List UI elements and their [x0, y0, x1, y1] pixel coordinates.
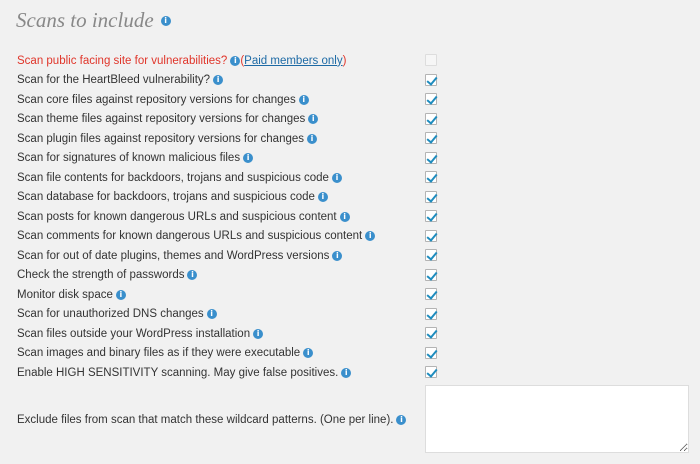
info-icon[interactable]: i	[213, 75, 223, 85]
paren-close: )	[342, 54, 347, 67]
scan-option-checkbox	[425, 54, 437, 66]
scan-option-checkbox[interactable]	[425, 191, 437, 203]
scan-option-checkbox[interactable]	[425, 366, 437, 378]
scan-option-row	[17, 285, 442, 305]
scan-option-label: Scan files outside your WordPress installation	[17, 327, 251, 340]
scan-option-label: Scan posts for known dangerous URLs and suspicious content	[17, 210, 337, 223]
scan-option-checkbox[interactable]	[425, 308, 437, 320]
info-icon[interactable]: i	[307, 134, 317, 144]
scan-options-list	[17, 51, 442, 383]
scan-option-label: Scan core files against repository versions for changes	[17, 93, 296, 106]
scan-option-row	[17, 149, 442, 169]
scan-option-label: Scan comments for known dangerous URLs and suspicious content	[17, 230, 363, 243]
scan-option-checkbox[interactable]	[425, 288, 437, 300]
info-icon[interactable]: i	[253, 329, 263, 339]
scan-option-row	[17, 71, 442, 91]
scan-option-row	[17, 110, 442, 130]
scan-option-row	[17, 246, 442, 266]
scan-option-label: Scan file contents for backdoors, trojans and suspicious code	[17, 171, 329, 184]
scan-option-label: Scan theme files against repository versions for changes	[17, 113, 306, 126]
scan-option-label: Scan images and binary files as if they were executable	[17, 347, 301, 360]
scan-option-row	[17, 188, 442, 208]
scan-option-checkbox[interactable]	[425, 327, 437, 339]
scan-option-label: Scan for the HeartBleed vulnerability?	[17, 74, 211, 87]
scan-option-label: Enable HIGH SENSITIVITY scanning. May give false positives.	[17, 366, 339, 379]
scan-option-checkbox[interactable]	[425, 152, 437, 164]
scan-option-row	[17, 129, 442, 149]
scan-option-row	[17, 207, 442, 227]
info-icon[interactable]: i	[365, 231, 375, 241]
scan-option-checkbox[interactable]	[425, 210, 437, 222]
scan-option-checkbox[interactable]	[425, 249, 437, 261]
scan-option-row	[17, 305, 442, 325]
scan-option-label: Scan for out of date plugins, themes and WordPress versions	[17, 249, 330, 262]
scan-option-checkbox[interactable]	[425, 347, 437, 359]
info-icon[interactable]: i	[299, 95, 309, 105]
info-icon[interactable]: i	[318, 192, 328, 202]
scan-option-checkbox[interactable]	[425, 93, 437, 105]
scan-option-label: Scan for signatures of known malicious files	[17, 152, 241, 165]
info-icon[interactable]: i	[207, 309, 217, 319]
scan-option-row	[17, 266, 442, 286]
scan-option-checkbox[interactable]	[425, 132, 437, 144]
paren-open: (	[240, 54, 245, 67]
scan-option-label: Scan plugin files against repository versions for changes	[17, 132, 305, 145]
info-icon[interactable]: i	[332, 251, 342, 261]
scan-option-row	[17, 90, 442, 110]
info-icon[interactable]: i	[161, 16, 171, 26]
scan-option-checkbox[interactable]	[425, 230, 437, 242]
scan-option-row	[17, 324, 442, 344]
scan-option-row	[17, 51, 442, 71]
section-heading	[16, 8, 171, 33]
scan-option-row	[17, 168, 442, 188]
scan-option-label: Scan public facing site for vulnerabilities?	[17, 54, 228, 67]
exclude-patterns-label: Exclude files from scan that match these wildcard patterns. (One per line). i	[17, 414, 406, 426]
info-icon[interactable]: i	[308, 114, 318, 124]
info-icon[interactable]: i	[332, 173, 342, 183]
scan-option-label: Scan for unauthorized DNS changes	[17, 308, 204, 321]
info-icon[interactable]: i	[116, 290, 126, 300]
info-icon[interactable]: i	[187, 270, 197, 280]
paid-members-link[interactable]: Paid members only	[244, 54, 343, 67]
info-icon[interactable]: i	[340, 212, 350, 222]
info-icon[interactable]: i	[230, 56, 240, 66]
scan-option-row	[17, 344, 442, 364]
scan-option-label: Check the strength of passwords	[17, 269, 185, 282]
section-title: Scans to include	[16, 8, 154, 32]
scan-option-row	[17, 227, 442, 247]
scan-option-checkbox[interactable]	[425, 113, 437, 125]
scan-option-row	[17, 363, 442, 383]
info-icon[interactable]: i	[341, 368, 351, 378]
exclude-patterns-textarea[interactable]	[425, 385, 689, 453]
scan-option-checkbox[interactable]	[425, 269, 437, 281]
scan-option-checkbox[interactable]	[425, 74, 437, 86]
scan-option-label: Monitor disk space	[17, 288, 113, 301]
info-icon[interactable]: i	[303, 348, 313, 358]
scan-option-label: Scan database for backdoors, trojans and suspicious code	[17, 191, 315, 204]
scan-option-checkbox[interactable]	[425, 171, 437, 183]
info-icon[interactable]: i	[396, 415, 406, 425]
info-icon[interactable]: i	[243, 153, 253, 163]
